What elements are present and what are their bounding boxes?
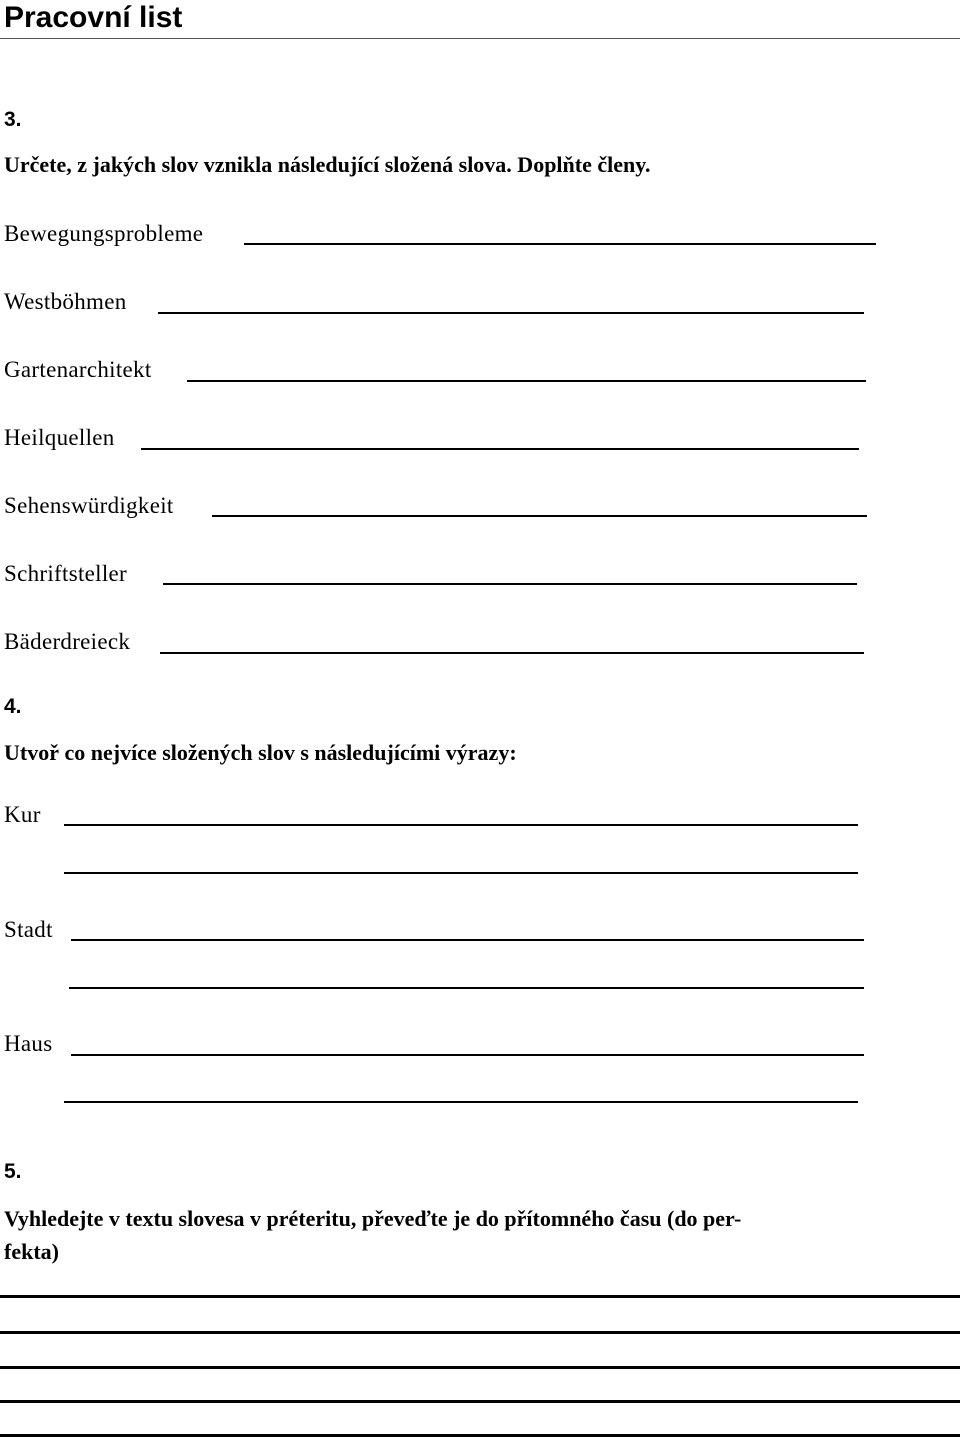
task-5-answer-line-4[interactable] bbox=[0, 1400, 960, 1403]
task-3-word-3: Gartenarchitekt bbox=[4, 357, 152, 382]
task-3-answer-line-3[interactable] bbox=[187, 380, 866, 382]
task-3-answer-line-2[interactable] bbox=[158, 312, 864, 314]
task-3-word-6: Schriftsteller bbox=[4, 561, 127, 586]
task-5-answer-line-5[interactable] bbox=[0, 1434, 960, 1437]
task-5-answer-line-3[interactable] bbox=[0, 1366, 960, 1369]
task-3-word-5: Sehenswürdigkeit bbox=[4, 493, 174, 518]
task-4-kur-answer-line-1[interactable] bbox=[64, 824, 858, 826]
task-4-stadt-answer-line-1[interactable] bbox=[71, 939, 864, 941]
task-5-answer-line-2[interactable] bbox=[0, 1331, 960, 1334]
task-3-word-1: Bewegungsprobleme bbox=[4, 221, 204, 246]
task-3-answer-line-7[interactable] bbox=[160, 652, 864, 654]
task-3-answer-line-4[interactable] bbox=[141, 448, 859, 450]
task-4-haus-answer-line-1[interactable] bbox=[71, 1054, 864, 1056]
task-4-word-kur: Kur bbox=[4, 802, 41, 827]
task-3-answer-line-5[interactable] bbox=[212, 515, 867, 517]
task-4-word-stadt: Stadt bbox=[4, 917, 53, 942]
task-4-word-haus: Haus bbox=[4, 1031, 53, 1056]
task-5-number: 5. bbox=[4, 1160, 22, 1183]
task-3-word-7: Bäderdreieck bbox=[4, 629, 131, 654]
header-divider bbox=[0, 38, 960, 39]
task-3-answer-line-6[interactable] bbox=[163, 583, 857, 585]
task-4-stadt-answer-line-2[interactable] bbox=[69, 987, 864, 989]
task-3-instruction: Určete, z jakých slov vznikla následující složená slova. Doplňte členy. bbox=[4, 152, 651, 177]
task-3-number: 3. bbox=[4, 108, 22, 131]
task-3-answer-line-1[interactable] bbox=[244, 243, 876, 245]
task-5-instruction-line-1: Vyhledejte v textu slovesa v préteritu, převeďte je do přítomného času (do per- bbox=[4, 1206, 742, 1231]
task-3-word-2: Westböhmen bbox=[4, 289, 127, 314]
task-5-answer-line-1[interactable] bbox=[0, 1295, 960, 1298]
task-3-word-4: Heilquellen bbox=[4, 425, 115, 450]
page-title: Pracovní list bbox=[4, 1, 183, 34]
task-5-instruction-line-2: fekta) bbox=[4, 1239, 59, 1264]
task-4-haus-answer-line-2[interactable] bbox=[64, 1101, 858, 1103]
task-4-instruction: Utvoř co nejvíce složených slov s následujícími výrazy: bbox=[4, 740, 517, 765]
task-4-number: 4. bbox=[4, 695, 22, 718]
task-4-kur-answer-line-2[interactable] bbox=[64, 872, 858, 874]
